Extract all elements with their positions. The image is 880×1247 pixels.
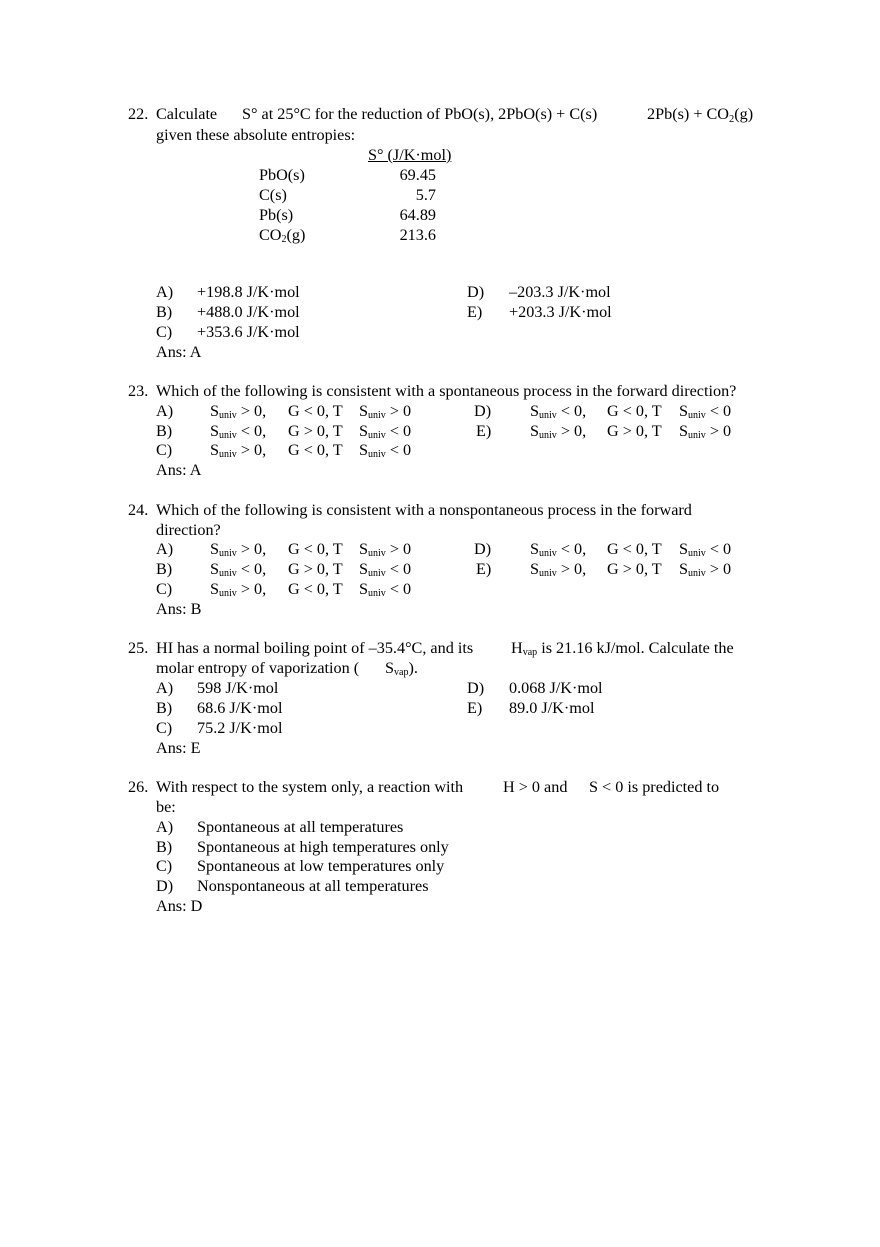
choice-s-univ: Suniv > 0, bbox=[210, 580, 267, 599]
choice-t-s-univ: Suniv > 0 bbox=[679, 560, 732, 579]
question-text: given these absolute entropies: bbox=[156, 126, 356, 144]
question-number: 24. bbox=[128, 501, 149, 519]
answer: Ans: E bbox=[156, 739, 201, 757]
question-text: H > 0 and bbox=[503, 778, 568, 796]
choice-g: G < 0, T bbox=[607, 402, 662, 420]
question-number: 25. bbox=[128, 639, 149, 657]
table-species: C(s) bbox=[259, 186, 287, 204]
choice-letter: C) bbox=[156, 323, 173, 341]
choice-letter: E) bbox=[467, 303, 483, 321]
table-species: CO2(g) bbox=[259, 226, 306, 245]
question-number: 26. bbox=[128, 778, 149, 796]
choice-t-s-univ: Suniv < 0 bbox=[359, 560, 412, 579]
answer: Ans: D bbox=[156, 897, 203, 915]
choice-t-s-univ: Suniv < 0 bbox=[679, 540, 732, 559]
choice-t-s-univ: Suniv < 0 bbox=[359, 441, 412, 460]
question-text: Svap). bbox=[385, 659, 418, 678]
question-text: HI has a normal boiling point of –35.4°C, and its bbox=[156, 639, 474, 657]
choice-text: Spontaneous at low temperatures only bbox=[197, 857, 445, 875]
choice-s-univ: Suniv < 0, bbox=[530, 540, 587, 559]
choice-s-univ: Suniv > 0, bbox=[210, 540, 267, 559]
question-number: 22. bbox=[128, 105, 149, 123]
choice-text: +353.6 J/K·mol bbox=[197, 323, 300, 341]
choice-text: 75.2 J/K·mol bbox=[197, 719, 283, 737]
choice-letter: E) bbox=[467, 699, 483, 717]
choice-letter: E) bbox=[476, 560, 492, 578]
choice-t-s-univ: Suniv > 0 bbox=[359, 540, 412, 559]
choice-t-s-univ: Suniv < 0 bbox=[359, 422, 412, 441]
choice-letter: C) bbox=[156, 580, 173, 598]
table-value: 213.6 bbox=[399, 226, 436, 244]
choice-letter: A) bbox=[156, 283, 174, 301]
choice-letter: A) bbox=[156, 818, 174, 836]
choice-t-s-univ: Suniv < 0 bbox=[359, 580, 412, 599]
choice-letter: B) bbox=[156, 422, 173, 440]
choice-text: +198.8 J/K·mol bbox=[197, 283, 300, 301]
table-species: PbO(s) bbox=[259, 166, 305, 184]
choice-letter: B) bbox=[156, 699, 173, 717]
answer: Ans: B bbox=[156, 600, 202, 618]
choice-text: 598 J/K·mol bbox=[197, 679, 279, 697]
choice-letter: A) bbox=[156, 679, 174, 697]
choice-letter: D) bbox=[467, 283, 485, 301]
choice-g: G < 0, T bbox=[288, 402, 343, 420]
choice-letter: D) bbox=[474, 540, 492, 558]
question-text: direction? bbox=[156, 521, 221, 539]
choice-t-s-univ: Suniv < 0 bbox=[679, 402, 732, 421]
choice-g: G > 0, T bbox=[288, 422, 343, 440]
choice-g: G < 0, T bbox=[607, 540, 662, 558]
question-text: S < 0 is predicted to bbox=[589, 778, 720, 796]
choice-letter: C) bbox=[156, 719, 173, 737]
question-text: S° at 25°C for the reduction of PbO(s), 2PbO(s) + C(s) bbox=[242, 105, 598, 123]
question-text: Which of the following is consistent with a nonspontaneous process in the forward bbox=[156, 501, 692, 519]
answer: Ans: A bbox=[156, 343, 202, 361]
table-value: 5.7 bbox=[415, 186, 436, 204]
choice-text: Spontaneous at all temperatures bbox=[197, 818, 404, 836]
table-value: 64.89 bbox=[399, 206, 436, 224]
choice-g: G < 0, T bbox=[288, 441, 343, 459]
choice-text: 0.068 J/K·mol bbox=[509, 679, 603, 697]
question-text: $2Pb(s) + CO_2(g)$ bbox=[647, 105, 754, 125]
choice-g: G < 0, T bbox=[288, 580, 343, 598]
choice-letter: E) bbox=[476, 422, 492, 440]
answer: Ans: A bbox=[156, 461, 202, 479]
question-text: With respect to the system only, a reaction with bbox=[156, 778, 464, 796]
question-text: Calculate bbox=[156, 105, 218, 123]
table-species: Pb(s) bbox=[259, 206, 294, 224]
choice-text: +203.3 J/K·mol bbox=[509, 303, 612, 321]
choice-text: +488.0 J/K·mol bbox=[197, 303, 300, 321]
choice-letter: B) bbox=[156, 303, 173, 321]
choice-text: Spontaneous at high temperatures only bbox=[197, 838, 449, 856]
choice-letter: A) bbox=[156, 540, 174, 558]
choice-letter: B) bbox=[156, 560, 173, 578]
choice-letter: C) bbox=[156, 441, 173, 459]
choice-g: G < 0, T bbox=[288, 540, 343, 558]
choice-text: 68.6 J/K·mol bbox=[197, 699, 283, 717]
choice-s-univ: Suniv < 0, bbox=[210, 560, 267, 579]
choice-letter: D) bbox=[156, 877, 174, 895]
choice-g: G > 0, T bbox=[288, 560, 343, 578]
choice-s-univ: Suniv > 0, bbox=[530, 422, 587, 441]
choice-letter: D) bbox=[474, 402, 492, 420]
table-value: 69.45 bbox=[399, 166, 436, 184]
choice-t-s-univ: Suniv > 0 bbox=[359, 402, 412, 421]
choice-letter: D) bbox=[467, 679, 485, 697]
choice-text: –203.3 J/K·mol bbox=[509, 283, 611, 301]
choice-s-univ: Suniv > 0, bbox=[210, 441, 267, 460]
question-text: be: bbox=[156, 798, 176, 816]
choice-s-univ: Suniv > 0, bbox=[530, 560, 587, 579]
question-number: 23. bbox=[128, 382, 149, 400]
table-header: S° (J/K·mol) bbox=[368, 146, 452, 164]
choice-text: 89.0 J/K·mol bbox=[509, 699, 595, 717]
choice-t-s-univ: Suniv > 0 bbox=[679, 422, 732, 441]
question-text: molar entropy of vaporization ( bbox=[156, 659, 360, 677]
choice-text: Nonspontaneous at all temperatures bbox=[197, 877, 429, 895]
choice-letter: B) bbox=[156, 838, 173, 856]
choice-g: G > 0, T bbox=[607, 422, 662, 440]
choice-g: G > 0, T bbox=[607, 560, 662, 578]
choice-letter: C) bbox=[156, 857, 173, 875]
question-text: Which of the following is consistent with a spontaneous process in the forward direction? bbox=[156, 382, 737, 400]
choice-letter: A) bbox=[156, 402, 174, 420]
question-text: Hvap is 21.16 kJ/mol. Calculate the bbox=[511, 639, 734, 658]
choice-s-univ: Suniv < 0, bbox=[210, 422, 267, 441]
choice-s-univ: Suniv < 0, bbox=[530, 402, 587, 421]
choice-s-univ: Suniv > 0, bbox=[210, 402, 267, 421]
